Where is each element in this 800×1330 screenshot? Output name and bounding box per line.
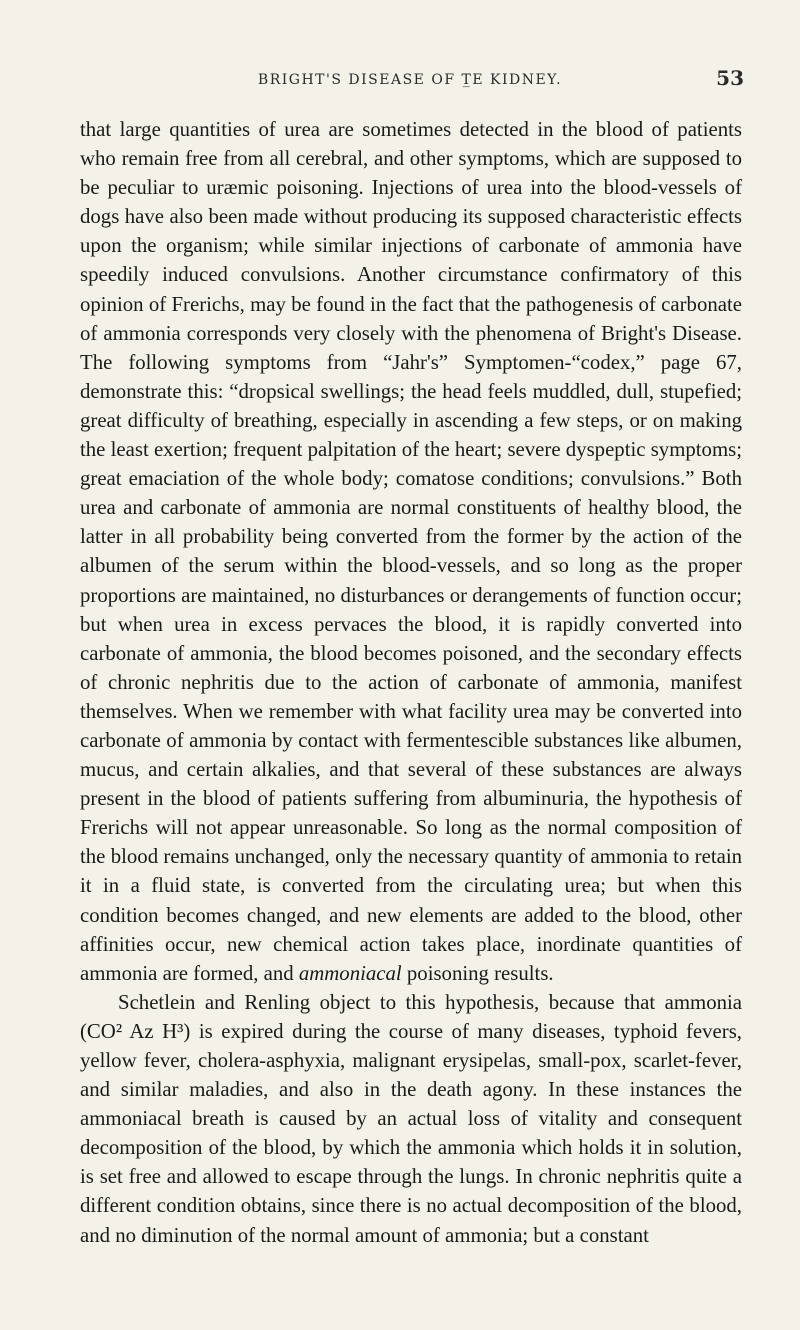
paragraph-1 [80, 115, 742, 988]
paragraph-2: Schetlein and Renling object to this hypothesis, because that ammonia (CO² Az H³) is expired during the course of many diseases, typhoid fevers, yellow fever, cholera-asphyxia, malignant erysipelas, small-pox, scarlet-fever, and similar maladies, and also in the death agony. In these instances the ammoniacal breath is caused by an actual loss of vitality and consequent decomposition of the blood, by which the ammonia which holds it in solution, is set free and allowed to escape through the lungs. In chronic nephritis quite a different condition obtains, since there is no actual decomposition of the blood, and no diminution of the normal amount of ammonia; but a constant [80, 990, 742, 1247]
running-title: BRIGHT'S DISEASE OF T̲E KIDNEY. [257, 72, 563, 88]
body-text [80, 115, 742, 1250]
page-number: 53 [716, 66, 744, 90]
running-head [80, 64, 744, 94]
paragraph-1-end: poisoning results. [406, 961, 554, 985]
paragraph-1-text: that large quantities of urea are sometimes detected in the blood of patients who remain free from all cerebral, and other symptoms, which are supposed to be peculiar to uræmic poisoning. Injections of urea into the blood-vessels of dogs have also been made without producing its supposed characteristic effects upon the organism; while similar injections of carbonate of ammonia have speedily induced convulsions. Another circumstance confirmatory of this opinion of Frerichs, may be found in the fact that the pathogenesis of carbonate of ammonia corresponds very closely with the phenomena of Bright's Disease. The following symptoms from “Jahr's” Symptomen-“codex,” page 67, demonstrate this: “dropsical swellings; the head feels muddled, dull, stupefied; great difficulty of breathing, especially in ascending a few steps, or on making the least exertion; frequent palpitation of the heart; severe dyspeptic symptoms; great emaciation of the whole body; comatose conditions; convulsions.” Both urea and carbonate of ammonia are normal constituents of healthy blood, the latter in all probability being converted from the former by the action of the albumen of the serum within the blood-vessels, and so long as the proper proportions are maintained, no disturbances or derangements of function occur; but when urea in excess pervaces the blood, it is rapidly converted into carbonate of ammonia, the blood becomes poisoned, and the secondary effects of chronic nephritis due to the action of carbonate of ammonia, manifest themselves. When we remember with what facility urea may be converted into carbonate of ammonia by contact with fermentescible substances like albumen, mucus, and certain alkalies, and that several of these substances are always present in the blood of patients suffering from albuminuria, the hypothesis of Frerichs will not appear unreasonable. So long as the normal composition of the blood remains unchanged, only the necessary quantity of ammonia to retain it in a fluid state, is converted from the circulating urea; but when this condition becomes changed, and new elements are added to the blood, other affinities occur, new chemical action takes place, inordinate quantities of ammonia are formed, and [80, 118, 742, 985]
italic-term: ammoniacal [298, 961, 402, 985]
